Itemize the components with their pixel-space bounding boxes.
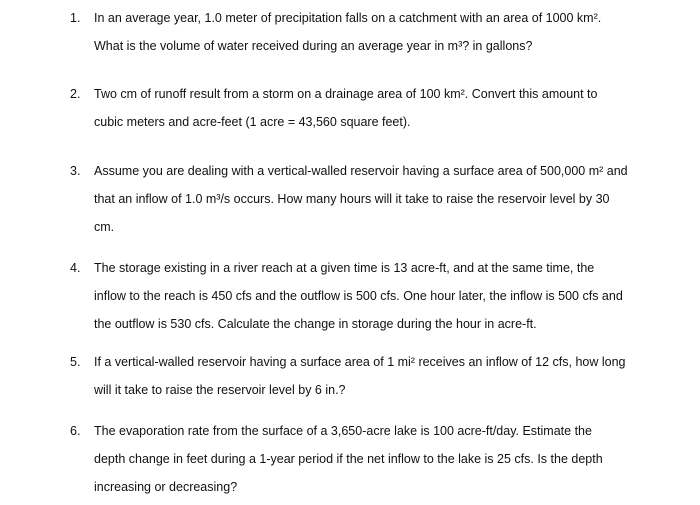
question-text [94,157,654,241]
question-line: the outflow is 530 cfs. Calculate the change in storage during the hour in acre-ft. [94,317,537,331]
question-line: The evaporation rate from the surface of a 3,650-acre lake is 100 acre-ft/day. Estimate the [94,424,592,438]
question-number: 6. [70,424,81,438]
question-line: depth change in feet during a 1-year period if the net inflow to the lake is 25 cfs. Is the depth [94,452,603,466]
question-text [94,348,654,404]
question-line: The storage existing in a river reach at a given time is 13 acre-ft, and at the same time, the [94,261,595,275]
question-line: that an inflow of 1.0 m³/s occurs. How many hours will it take to raise the reservoir level by 30 [94,192,610,206]
question-text [94,80,654,136]
question-text [94,4,654,60]
question-number: 2. [70,87,81,101]
question-text [94,417,654,501]
question-line: cm. [94,220,115,234]
question-line: What is the volume of water received during an average year in m³? in gallons? [94,39,533,53]
question-line: will it take to raise the reservoir level by 6 in.? [94,383,346,397]
question-number: 5. [70,355,81,369]
question-text [94,254,654,338]
question-line: increasing or decreasing? [94,480,238,494]
question-line: Two cm of runoff result from a storm on a drainage area of 100 km². Convert this amount to [94,87,598,101]
question-number: 1. [70,11,81,25]
question-line: If a vertical-walled reservoir having a surface area of 1 mi² receives an inflow of 12 cfs, how long [94,355,626,369]
question-line: Assume you are dealing with a vertical-walled reservoir having a surface area of 500,000 m² and [94,164,628,178]
question-number: 3. [70,164,81,178]
question-number: 4. [70,261,81,275]
question-line: In an average year, 1.0 meter of precipitation falls on a catchment with an area of 1000 km². [94,11,602,25]
question-line: inflow to the reach is 450 cfs and the outflow is 500 cfs. One hour later, the inflow is 500 cfs and [94,289,623,303]
question-line: cubic meters and acre-feet (1 acre = 43,560 square feet). [94,115,411,129]
